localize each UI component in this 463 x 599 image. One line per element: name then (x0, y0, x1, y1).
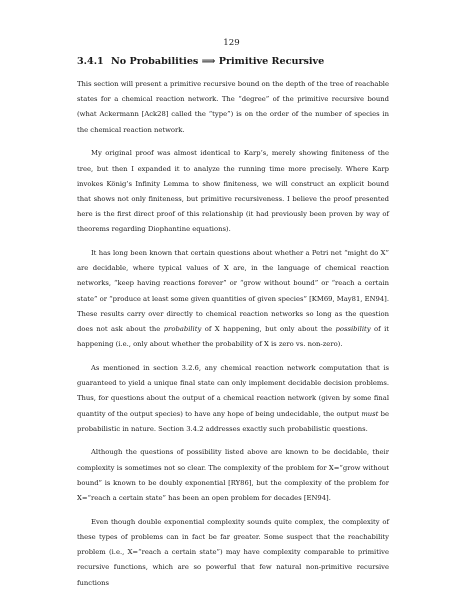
text-run: of X happening, but only about the (201, 325, 336, 334)
body-text (77, 77, 389, 591)
text-run: Although the questions of possibility listed above are known to be decidable, their complexity is sometimes not so clear. The complexity of the problem for X=“grow without bound” is known to be doubly exponential [RY86], but the complexity of the problem for X=“reach a certain state” has been an open problem for decades [EN94]. (77, 448, 389, 503)
paragraph-double-exponential (77, 515, 389, 591)
text-run: It has long been known that certain questions about whether a Petri net “might do X” are decidable, where typical values of X are, in the language of chemical reaction networks, “keep having reactions forever” or “grow without bound” or “reach a certain state” or “produce at least some given quantities of given species” [KM69, May81, EN94]. These results carry over directly to chemical reaction networks so long as the question does not ask about the (77, 249, 389, 334)
paragraph-complexity (77, 445, 389, 506)
section-number: 3.4.1 (77, 56, 104, 67)
text-run: This section will present a primitive recursive bound on the depth of the tree of reachable states for a chemical reaction network. The “degree” of the primitive recursive bound (what Ackermann [Ack28] called the “type”) is on the order of the number of species in the chemical reaction network. (77, 80, 389, 134)
paragraph-decidability (77, 246, 389, 352)
page-number: 129 (223, 38, 240, 48)
paragraph-probabilistic-output (77, 361, 389, 437)
text-run: Even though double exponential complexity sounds quite complex, the complexity of these types of problems can in fact be far greater. Some suspect that the reachability problem (i.e., X=“reach a certain state”) may have complexity comparable to primitive recursive functions, which are so powerful that few natural non-primitive recursive functions (77, 517, 389, 587)
text-run: of it happening (i.e., only about whether the probability of X is zero vs. non-zero). (77, 325, 389, 349)
text-run: As mentioned in section 3.2.6, any chemical reaction network computation that is guaranteed to yield a unique final state can only implement decidable decision problems. Thus, for questions about the output of a chemical reaction network (given by some final quantity of the output species) to have any hope of being undecidable, the output (77, 363, 389, 418)
emphasis-possibility: possibility (335, 325, 371, 334)
section-heading (77, 56, 397, 68)
emphasis-must: must (361, 409, 379, 418)
paragraph-intro (77, 77, 389, 138)
emphasis-probability: probability (163, 325, 202, 334)
section-title: No Probabilities ⟹ Primitive Recursive (111, 56, 325, 67)
text-run: be probabilistic in nature. Section 3.4.2 addresses exactly such probabilistic questions. (77, 409, 389, 433)
text-run: My original proof was almost identical to Karp’s, merely showing finiteness of the tree, but then I expanded it to analyze the running time more precisely. Where Karp invokes König’s Infinity Lemma to show finiteness, we will construct an explicit bound that shows not only finiteness, but primitive recursiveness. I believe the proof presented here is the first direct proof of this relationship (it had previously been proven by way of theorems regarding Diophantine equations). (77, 149, 389, 234)
paragraph-original-proof (77, 146, 389, 237)
